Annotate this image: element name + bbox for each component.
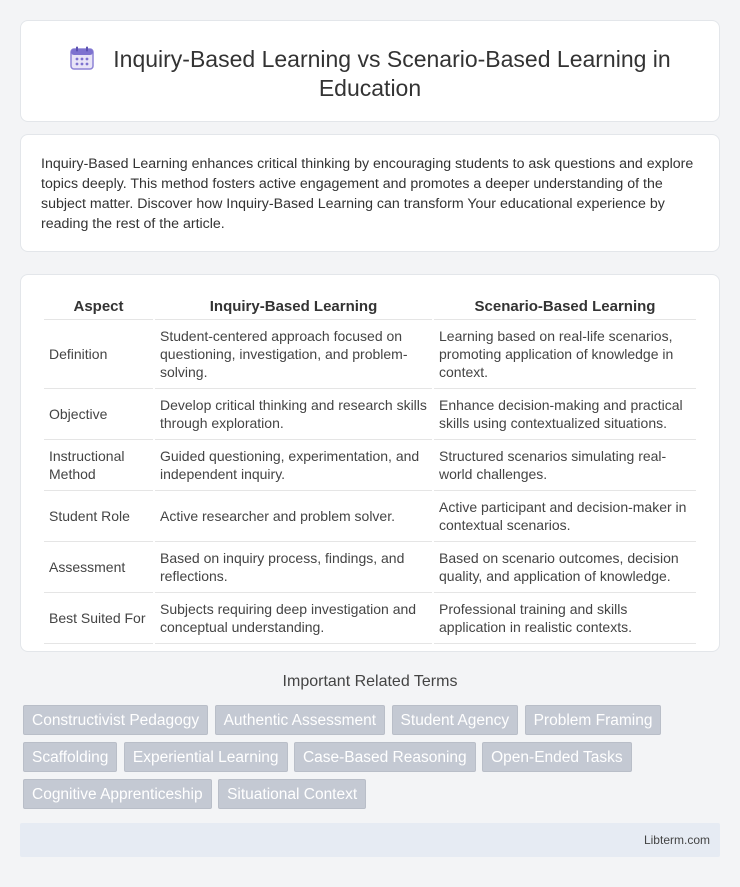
related-term-tag[interactable]: Constructivist Pedagogy bbox=[23, 705, 208, 735]
row-scenario: Professional training and skills application in realistic contexts. bbox=[434, 593, 696, 644]
related-term-tag[interactable]: Experiential Learning bbox=[124, 742, 288, 772]
row-inquiry: Subjects requiring deep investigation and conceptual understanding. bbox=[155, 593, 432, 644]
intro-card bbox=[20, 134, 720, 252]
comparison-table bbox=[42, 294, 698, 644]
intro-paragraph: Inquiry-Based Learning enhances critical thinking by encouraging students to ask questions and explore topics deeply. This method fosters active engagement and promotes a deeper understanding of the subject matter. Discover how Inquiry-Based Learning can transform Your educational experience by reading the rest of the article. bbox=[41, 156, 694, 232]
page-title bbox=[21, 45, 719, 103]
table-row bbox=[44, 440, 696, 491]
table-header-row bbox=[44, 294, 696, 320]
table-row bbox=[44, 491, 696, 542]
row-scenario: Based on scenario outcomes, decision quality, and application of knowledge. bbox=[434, 542, 696, 593]
row-aspect: Assessment bbox=[44, 542, 153, 593]
row-inquiry: Student-centered approach focused on questioning, investigation, and problem-solving. bbox=[155, 320, 432, 389]
header-scenario: Scenario-Based Learning bbox=[434, 294, 696, 320]
related-term-tag[interactable]: Authentic Assessment bbox=[215, 705, 386, 735]
table-row bbox=[44, 593, 696, 644]
row-scenario: Learning based on real-life scenarios, promoting application of knowledge in context. bbox=[434, 320, 696, 389]
footer-site-link[interactable]: Libterm.com bbox=[643, 833, 710, 847]
related-terms-list bbox=[23, 705, 703, 816]
related-term-tag[interactable]: Case-Based Reasoning bbox=[294, 742, 476, 772]
row-scenario: Enhance decision-making and practical skills using contextualized situations. bbox=[434, 389, 696, 440]
row-aspect: Objective bbox=[44, 389, 153, 440]
comparison-card bbox=[20, 274, 720, 652]
calendar-icon bbox=[69, 45, 95, 71]
table-row bbox=[44, 320, 696, 389]
header-aspect: Aspect bbox=[44, 294, 153, 320]
row-inquiry: Guided questioning, experimentation, and independent inquiry. bbox=[155, 440, 432, 491]
row-aspect: Student Role bbox=[44, 491, 153, 542]
header-inquiry: Inquiry-Based Learning bbox=[155, 294, 432, 320]
related-term-tag[interactable]: Scaffolding bbox=[23, 742, 117, 772]
footer bbox=[20, 823, 720, 857]
row-aspect: Instructional Method bbox=[44, 440, 153, 491]
table-row bbox=[44, 542, 696, 593]
row-inquiry: Active researcher and problem solver. bbox=[155, 491, 432, 542]
row-scenario: Active participant and decision-maker in contextual scenarios. bbox=[434, 491, 696, 542]
row-inquiry: Based on inquiry process, findings, and reflections. bbox=[155, 542, 432, 593]
related-term-tag[interactable]: Situational Context bbox=[218, 779, 366, 809]
row-inquiry: Develop critical thinking and research skills through exploration. bbox=[155, 389, 432, 440]
title-wrap bbox=[21, 45, 719, 103]
row-aspect: Definition bbox=[44, 320, 153, 389]
row-scenario: Structured scenarios simulating real-world challenges. bbox=[434, 440, 696, 491]
related-term-tag[interactable]: Student Agency bbox=[392, 705, 519, 735]
related-terms-title: Important Related Terms bbox=[282, 673, 458, 690]
row-aspect: Best Suited For bbox=[44, 593, 153, 644]
related-term-tag[interactable]: Problem Framing bbox=[525, 705, 662, 735]
page-title-text: Inquiry-Based Learning vs Scenario-Based Learning in Education bbox=[113, 46, 671, 101]
related-term-tag[interactable]: Cognitive Apprenticeship bbox=[23, 779, 212, 809]
related-term-tag[interactable]: Open-Ended Tasks bbox=[482, 742, 632, 772]
table-row bbox=[44, 389, 696, 440]
title-card bbox=[20, 20, 720, 122]
